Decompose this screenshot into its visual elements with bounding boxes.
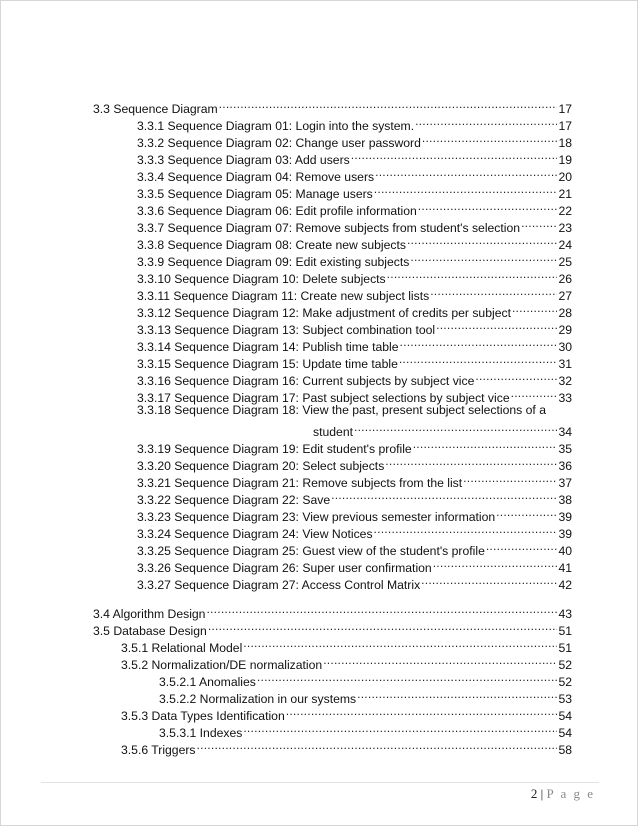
toc-dot-leader bbox=[486, 538, 558, 555]
toc-entry-title: 3.3.6 Sequence Diagram 06: Edit profile information bbox=[137, 204, 417, 218]
toc-entry-title: 3.5.2.2 Normalization in our systems bbox=[159, 692, 357, 706]
toc-dot-leader bbox=[400, 334, 558, 351]
toc-dot-leader bbox=[354, 419, 557, 436]
toc-dot-leader bbox=[351, 147, 558, 164]
toc-entry-page: 42 bbox=[558, 578, 572, 592]
toc-entry-title: 3.3.3 Sequence Diagram 03: Add users bbox=[137, 153, 350, 167]
toc-entry-title: 3.3 Sequence Diagram bbox=[93, 102, 218, 116]
toc-entry-page: 34 bbox=[558, 425, 572, 439]
toc-entry-title: 3.4 Algorithm Design bbox=[93, 607, 206, 621]
toc-entry-page: 20 bbox=[558, 170, 572, 184]
toc-entry-title: 3.3.15 Sequence Diagram 15: Update time table bbox=[137, 357, 398, 371]
toc-entry[interactable] bbox=[137, 368, 572, 388]
toc-entry-page: 17 bbox=[558, 119, 572, 133]
toc-entry[interactable] bbox=[159, 686, 572, 706]
toc-entry-title: 3.3.2 Sequence Diagram 02: Change user password bbox=[137, 136, 421, 150]
toc-entry-title: 3.5 Database Design bbox=[93, 624, 207, 638]
toc-dot-leader bbox=[243, 720, 557, 737]
toc-entry-page: 51 bbox=[558, 624, 572, 638]
toc-dot-leader bbox=[512, 300, 557, 317]
toc-entry[interactable] bbox=[137, 504, 572, 524]
toc-dot-leader bbox=[418, 198, 558, 215]
toc-entry-page: 35 bbox=[558, 442, 572, 456]
toc-entry-page: 21 bbox=[558, 187, 572, 201]
toc-dot-leader bbox=[374, 521, 558, 538]
toc-entry-page: 27 bbox=[558, 289, 572, 303]
toc-dot-leader bbox=[421, 572, 557, 589]
toc-entry-page: 41 bbox=[558, 561, 572, 575]
toc-entry[interactable] bbox=[137, 198, 572, 218]
toc-dot-leader bbox=[433, 555, 558, 572]
toc-entry-page: 30 bbox=[558, 340, 572, 354]
toc-entry-page: 23 bbox=[558, 221, 572, 235]
toc-entry[interactable] bbox=[137, 300, 572, 320]
toc-entry-title: 3.3.16 Sequence Diagram 16: Current subjects by subject vice bbox=[137, 374, 475, 388]
toc-dot-leader bbox=[197, 737, 558, 754]
toc-entry[interactable] bbox=[137, 232, 572, 252]
toc-entry-title: 3.3.25 Sequence Diagram 25: Guest view of the student's profile bbox=[137, 544, 485, 558]
toc-dot-leader bbox=[387, 266, 558, 283]
toc-entry-page: 22 bbox=[558, 204, 572, 218]
toc-entry[interactable] bbox=[137, 181, 572, 201]
toc-entry-title: 3.3.10 Sequence Diagram 10: Delete subjects bbox=[137, 272, 386, 286]
toc-dot-leader bbox=[385, 453, 557, 470]
toc-entry[interactable] bbox=[137, 266, 572, 286]
toc-entry[interactable] bbox=[137, 283, 572, 303]
toc-dot-leader bbox=[357, 686, 557, 703]
toc-entry-title: 3.3.21 Sequence Diagram 21: Remove subjects from the list bbox=[137, 476, 463, 490]
toc-dot-leader bbox=[375, 164, 557, 181]
toc-entry-page: 58 bbox=[558, 743, 572, 757]
toc-entry[interactable] bbox=[137, 470, 572, 490]
toc-entry[interactable] bbox=[137, 538, 572, 558]
toc-entry-title: 3.5.2 Normalization/DE normalization bbox=[121, 658, 323, 672]
toc-entry-title: 3.3.4 Sequence Diagram 04: Remove users bbox=[137, 170, 375, 184]
toc-entry-title: 3.3.24 Sequence Diagram 24: View Notices bbox=[137, 527, 373, 541]
toc-entry-title: 3.3.27 Sequence Diagram 27: Access Control Matrix bbox=[137, 578, 421, 592]
toc-dot-leader bbox=[257, 669, 558, 686]
toc-entry[interactable] bbox=[93, 96, 572, 116]
page-separator: | bbox=[537, 786, 547, 801]
toc-entry[interactable] bbox=[159, 720, 572, 740]
toc-entry-title: 3.5.2.1 Anomalies bbox=[159, 675, 256, 689]
toc-entry-title: 3.3.26 Sequence Diagram 26: Super user confirmation bbox=[137, 561, 432, 575]
toc-entry-title: 3.3.19 Sequence Diagram 19: Edit student's profile bbox=[137, 442, 412, 456]
page-label: P a g e bbox=[546, 786, 595, 801]
toc-dot-leader bbox=[286, 703, 558, 720]
toc-entry-page: 24 bbox=[558, 238, 572, 252]
footer-divider bbox=[41, 782, 599, 783]
toc-entry-page: 39 bbox=[558, 527, 572, 541]
toc-entry-page: 39 bbox=[558, 510, 572, 524]
toc-entry[interactable] bbox=[137, 385, 572, 405]
toc-entry-page: 18 bbox=[558, 136, 572, 150]
toc-entry-page: 52 bbox=[558, 675, 572, 689]
toc-entry-page: 32 bbox=[558, 374, 572, 388]
toc-entry-title: 3.3.9 Sequence Diagram 09: Edit existing subjects bbox=[137, 255, 410, 269]
toc-dot-leader bbox=[430, 283, 557, 300]
page-footer bbox=[531, 786, 595, 802]
toc-entry[interactable] bbox=[121, 635, 572, 655]
toc-entry-page: 26 bbox=[558, 272, 572, 286]
toc-entry-title: 3.3.11 Sequence Diagram 11: Create new subject lists bbox=[137, 289, 430, 303]
toc-entry-page: 43 bbox=[558, 607, 572, 621]
toc-dot-leader bbox=[399, 351, 558, 368]
toc-dot-leader bbox=[206, 601, 557, 618]
toc-entry-title: 3.3.5 Sequence Diagram 05: Manage users bbox=[137, 187, 373, 201]
toc-dot-leader bbox=[422, 130, 558, 147]
toc-entry[interactable] bbox=[137, 113, 572, 133]
toc-entry-page: 25 bbox=[558, 255, 572, 269]
toc-dot-leader bbox=[521, 215, 557, 232]
toc-dot-leader bbox=[511, 385, 558, 402]
toc-dot-leader bbox=[463, 470, 557, 487]
toc-dot-leader bbox=[243, 635, 557, 652]
toc-entry-title: 3.3.13 Sequence Diagram 13: Subject combination tool bbox=[137, 323, 436, 337]
toc-dot-leader bbox=[413, 436, 558, 453]
toc-entry-title: 3.3.23 Sequence Diagram 23: View previous semester information bbox=[137, 510, 496, 524]
toc-entry-title: student bbox=[313, 425, 353, 439]
toc-dot-leader bbox=[208, 618, 558, 635]
toc-entry-title: 3.3.17 Sequence Diagram 17: Past subject selections by subject vice bbox=[137, 391, 510, 405]
toc-entry-page: 54 bbox=[558, 709, 572, 723]
toc-entry-title: 3.3.7 Sequence Diagram 07: Remove subjects from student's selection bbox=[137, 221, 521, 235]
page-number: 2 bbox=[530, 786, 538, 801]
toc-entry[interactable] bbox=[137, 521, 572, 541]
toc-dot-leader bbox=[219, 96, 558, 113]
toc-entry[interactable] bbox=[137, 555, 572, 575]
toc-dot-leader bbox=[410, 249, 557, 266]
toc-entry[interactable] bbox=[121, 737, 572, 757]
toc-entry[interactable] bbox=[137, 351, 572, 371]
toc-entry-page: 33 bbox=[558, 391, 572, 405]
toc-entry-title-wrapped[interactable]: 3.3.18 Sequence Diagram 18: View the past, present subject selections of a bbox=[137, 403, 546, 417]
toc-entry-page: 38 bbox=[558, 493, 572, 507]
toc-entry-page: 54 bbox=[558, 726, 572, 740]
toc-entry[interactable] bbox=[137, 164, 572, 184]
toc-entry-title: 3.5.1 Relational Model bbox=[121, 641, 243, 655]
toc-entry[interactable] bbox=[137, 436, 572, 456]
toc-dot-leader bbox=[331, 487, 557, 504]
toc-entry-page: 17 bbox=[558, 102, 572, 116]
toc-entry[interactable] bbox=[137, 215, 572, 235]
toc-entry-page: 51 bbox=[558, 641, 572, 655]
toc-entry-title: 3.3.8 Sequence Diagram 08: Create new subjects bbox=[137, 238, 406, 252]
toc-entry[interactable] bbox=[137, 147, 572, 167]
toc-entry-title: 3.3.1 Sequence Diagram 01: Login into the system. bbox=[137, 119, 415, 133]
toc-entry-title: 3.5.3 Data Types Identification bbox=[121, 709, 285, 723]
toc-entry-page: 19 bbox=[558, 153, 572, 167]
toc-entry[interactable] bbox=[137, 317, 572, 337]
toc-dot-leader bbox=[323, 652, 557, 669]
toc-entry-title: 3.3.14 Sequence Diagram 14: Publish time table bbox=[137, 340, 399, 354]
toc-entry-page: 53 bbox=[558, 692, 572, 706]
toc-entry-page: 52 bbox=[558, 658, 572, 672]
toc-entry[interactable] bbox=[313, 419, 572, 439]
toc-entry-page: 40 bbox=[558, 544, 572, 558]
toc-entry[interactable] bbox=[137, 130, 572, 150]
toc-entry[interactable] bbox=[159, 669, 572, 689]
toc-dot-leader bbox=[475, 368, 557, 385]
toc-entry-title: 3.3.22 Sequence Diagram 22: Save bbox=[137, 493, 331, 507]
toc-entry-page: 29 bbox=[558, 323, 572, 337]
toc-entry-title: 3.3.20 Sequence Diagram 20: Select subjects bbox=[137, 459, 385, 473]
toc-entry[interactable] bbox=[137, 249, 572, 269]
toc-entry-title: 3.3.12 Sequence Diagram 12: Make adjustment of credits per subject bbox=[137, 306, 511, 320]
toc-entry-page: 28 bbox=[558, 306, 572, 320]
toc-entry[interactable] bbox=[121, 703, 572, 723]
toc-entry[interactable] bbox=[137, 334, 572, 354]
toc-entry[interactable] bbox=[137, 572, 572, 592]
toc-entry-title: 3.5.6 Triggers bbox=[121, 743, 196, 757]
toc-entry[interactable] bbox=[93, 601, 572, 621]
toc-entry[interactable] bbox=[121, 652, 572, 672]
toc-entry-page: 37 bbox=[558, 476, 572, 490]
toc-dot-leader bbox=[374, 181, 558, 198]
toc-entry-title: 3.5.3.1 Indexes bbox=[159, 726, 243, 740]
toc-dot-leader bbox=[407, 232, 557, 249]
toc-entry[interactable] bbox=[137, 453, 572, 473]
toc-dot-leader bbox=[436, 317, 557, 334]
toc-entry-page: 31 bbox=[558, 357, 572, 371]
toc-entry[interactable] bbox=[93, 618, 572, 638]
toc-dot-leader bbox=[496, 504, 557, 521]
toc-entry-page: 36 bbox=[558, 459, 572, 473]
toc-dot-leader bbox=[415, 113, 557, 130]
toc-entry[interactable] bbox=[137, 487, 572, 507]
